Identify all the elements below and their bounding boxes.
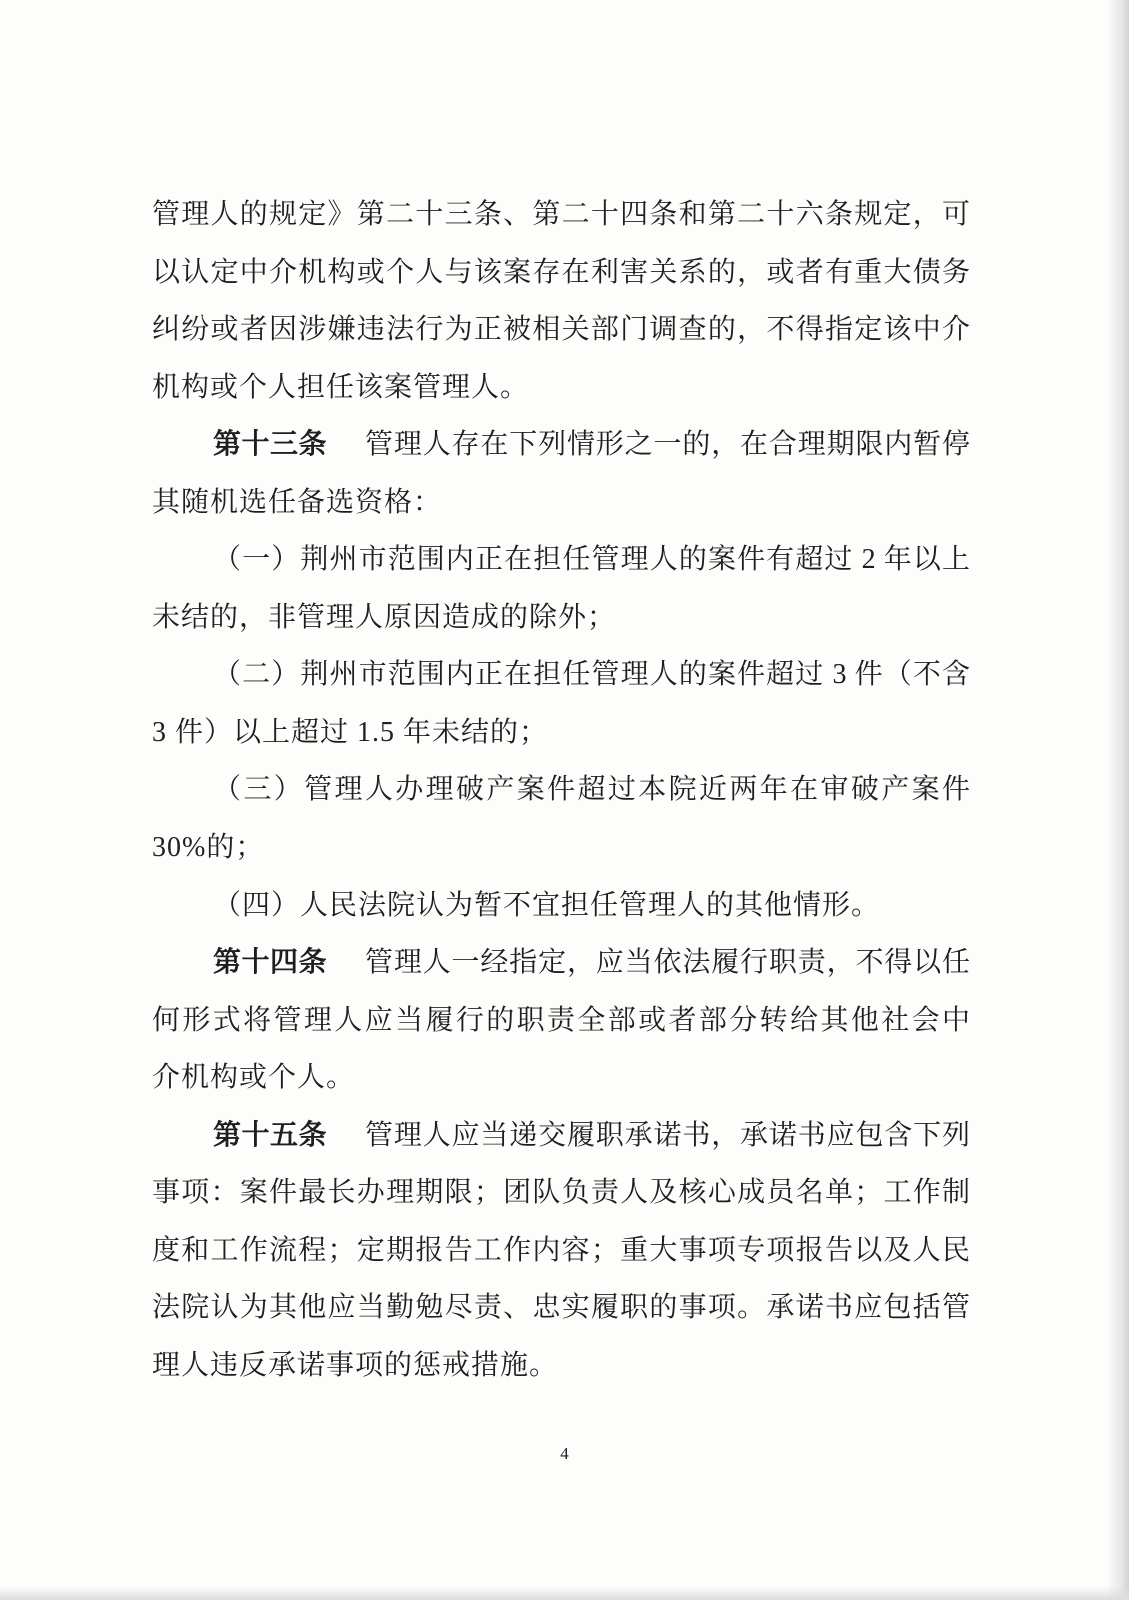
list-item-2 bbox=[152, 646, 970, 761]
text-line: 法院认为其他应当勤勉尽责、忠实履职的事项。承诺书应包括管 bbox=[152, 1292, 970, 1324]
article-13-heading: 第十三条 bbox=[213, 429, 328, 461]
article-14-first-line bbox=[152, 934, 970, 992]
text-line: （四）人民法院认为暂不宜担任管理人的其他情形。 bbox=[213, 889, 881, 921]
text-line: （三）管理人办理破产案件超过本院近两年在审破产案件 bbox=[213, 774, 970, 806]
document-body bbox=[152, 186, 970, 1394]
article-15-heading: 第十五条 bbox=[213, 1119, 328, 1151]
list-item-4 bbox=[152, 877, 970, 935]
text-line: 事项：案件最长办理期限；团队负责人及核心成员名单；工作制 bbox=[152, 1177, 970, 1209]
text-line: 其随机选任备选资格： bbox=[152, 486, 443, 518]
text-line: 介机构或个人。 bbox=[152, 1062, 356, 1094]
article-13 bbox=[152, 416, 970, 531]
text-line: 管理人的规定》第二十三条、第二十四条和第二十六条规定，可 bbox=[152, 199, 970, 230]
text-line: 纠纷或者因涉嫌违法行为正被相关部门调查的，不得指定该中介 bbox=[152, 314, 970, 346]
scan-edge-bottom bbox=[0, 1586, 1129, 1600]
text-line: 理人违反承诺事项的惩戒措施。 bbox=[152, 1349, 559, 1381]
continuation-paragraph bbox=[152, 186, 970, 416]
text-line: 管理人存在下列情形之一的，在合理期限内暂停 bbox=[365, 429, 970, 461]
text-line: 何形式将管理人应当履行的职责全部或者部分转给其他社会中 bbox=[152, 1004, 970, 1036]
article-15 bbox=[152, 1107, 970, 1395]
text-line: 未结的，非管理人原因造成的除外； bbox=[152, 601, 617, 633]
scan-edge-right bbox=[1107, 0, 1129, 1600]
article-13-first-line bbox=[152, 416, 970, 474]
text-line: 机构或个人担任该案管理人。 bbox=[152, 371, 530, 403]
article-15-first-line bbox=[152, 1107, 970, 1165]
text-line: 管理人一经指定，应当依法履行职责，不得以任 bbox=[365, 947, 970, 979]
text-line: （二）荆州市范围内正在担任管理人的案件超过 3 件（不含 bbox=[213, 659, 970, 691]
text-line: 度和工作流程；定期报告工作内容；重大事项专项报告以及人民 bbox=[152, 1234, 970, 1266]
article-14 bbox=[152, 934, 970, 1107]
text-line: 30%的； bbox=[152, 832, 265, 864]
list-item-3 bbox=[152, 761, 970, 876]
text-line: 以认定中介机构或个人与该案存在利害关系的，或者有重大债务 bbox=[152, 256, 970, 288]
page-number: 4 bbox=[560, 1444, 569, 1463]
article-14-heading: 第十四条 bbox=[213, 947, 328, 979]
text-line: 管理人应当递交履职承诺书，承诺书应包含下列 bbox=[365, 1119, 970, 1151]
text-line: 3 件）以上超过 1.5 年未结的； bbox=[152, 716, 549, 748]
text-line: （一）荆州市范围内正在担任管理人的案件有超过 2 年以上 bbox=[213, 544, 970, 576]
list-item-1 bbox=[152, 531, 970, 646]
